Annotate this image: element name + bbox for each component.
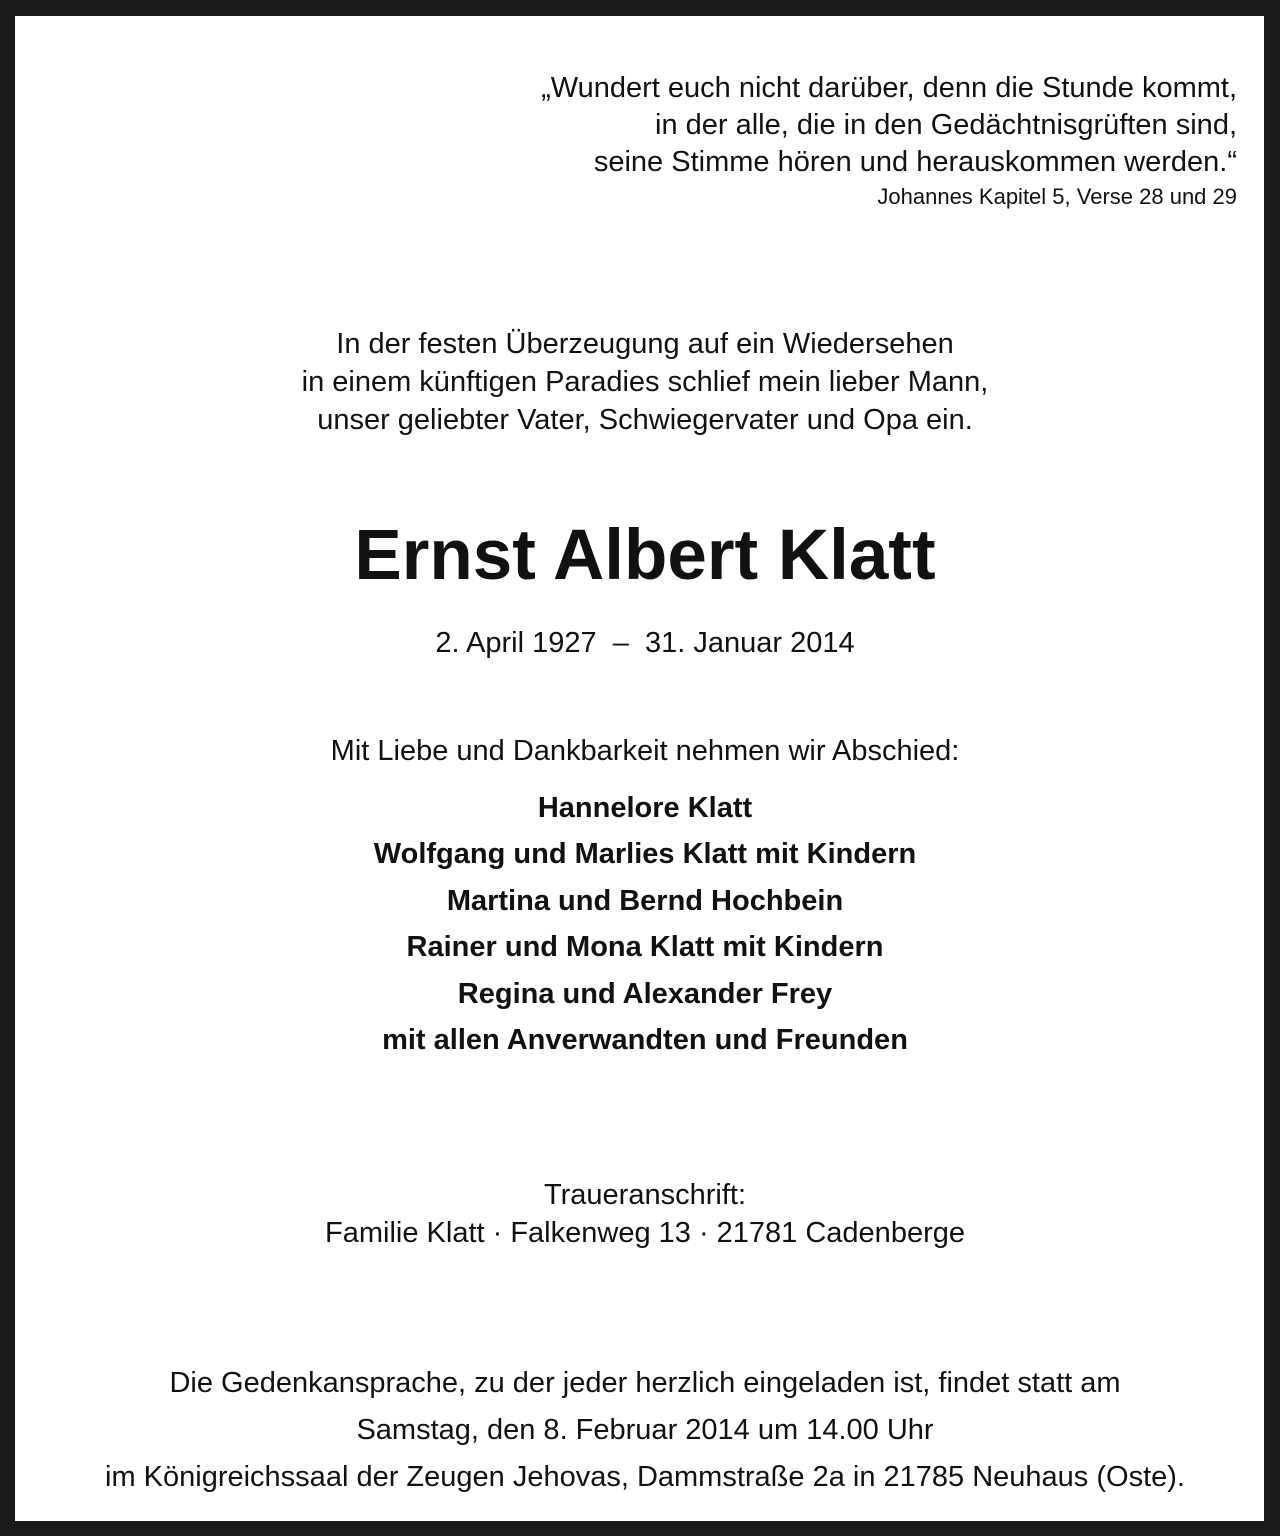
deceased-name: Ernst Albert Klatt <box>354 516 936 595</box>
intro-text <box>15 325 1275 439</box>
service-line: Samstag, den 8. Februar 2014 um 14.00 Uhr <box>356 1414 934 1446</box>
life-dates: 2. April 1927 – 31. Januar 2014 <box>435 627 855 659</box>
quote-line: seine Stimme hören und herauskommen werden.“ <box>593 146 1237 178</box>
intro-line: In der festen Überzeugung auf ein Wiedersehen <box>336 328 954 360</box>
quote-line: in der alle, die in den Gedächtnisgrüften sind, <box>655 109 1237 141</box>
mourner-item: Hannelore Klatt <box>537 792 753 824</box>
farewell-text: Mit Liebe und Dankbarkeit nehmen wir Abschied: <box>330 735 960 767</box>
quote-reference: Johannes Kapitel 5, Verse 28 und 29 <box>877 184 1237 209</box>
intro-line: unser geliebter Vater, Schwiegervater und Opa ein. <box>317 404 973 436</box>
bible-quote <box>541 70 1237 181</box>
mourner-item: Martina und Bernd Hochbein <box>446 884 844 917</box>
mourning-address: Familie Klatt · Falkenweg 13 · 21781 Cadenberge <box>325 1217 965 1249</box>
mourning-address-label: Traueranschrift: <box>544 1179 746 1211</box>
mourners-list <box>15 785 1275 1063</box>
mourner-item: Regina und Alexander Frey <box>457 977 833 1010</box>
mourner-item: Rainer und Mona Klatt mit Kindern <box>406 931 884 964</box>
service-line: im Königreichssaal der Zeugen Jehovas, Dammstraße 2a in 21785 Neuhaus (Oste). <box>105 1461 1185 1493</box>
mourner-item: Wolfgang und Marlies Klatt mit Kindern <box>373 838 917 871</box>
mourner-item: mit allen Anverwandten und Freunden <box>382 1024 908 1057</box>
service-line: Die Gedenkansprache, zu der jeder herzlich eingeladen ist, findet statt am <box>169 1367 1121 1399</box>
quote-line: „Wundert euch nicht darüber, denn die Stunde kommt, <box>541 72 1237 104</box>
intro-line: in einem künftigen Paradies schlief mein lieber Mann, <box>301 366 989 398</box>
memorial-service-info <box>15 1360 1275 1501</box>
